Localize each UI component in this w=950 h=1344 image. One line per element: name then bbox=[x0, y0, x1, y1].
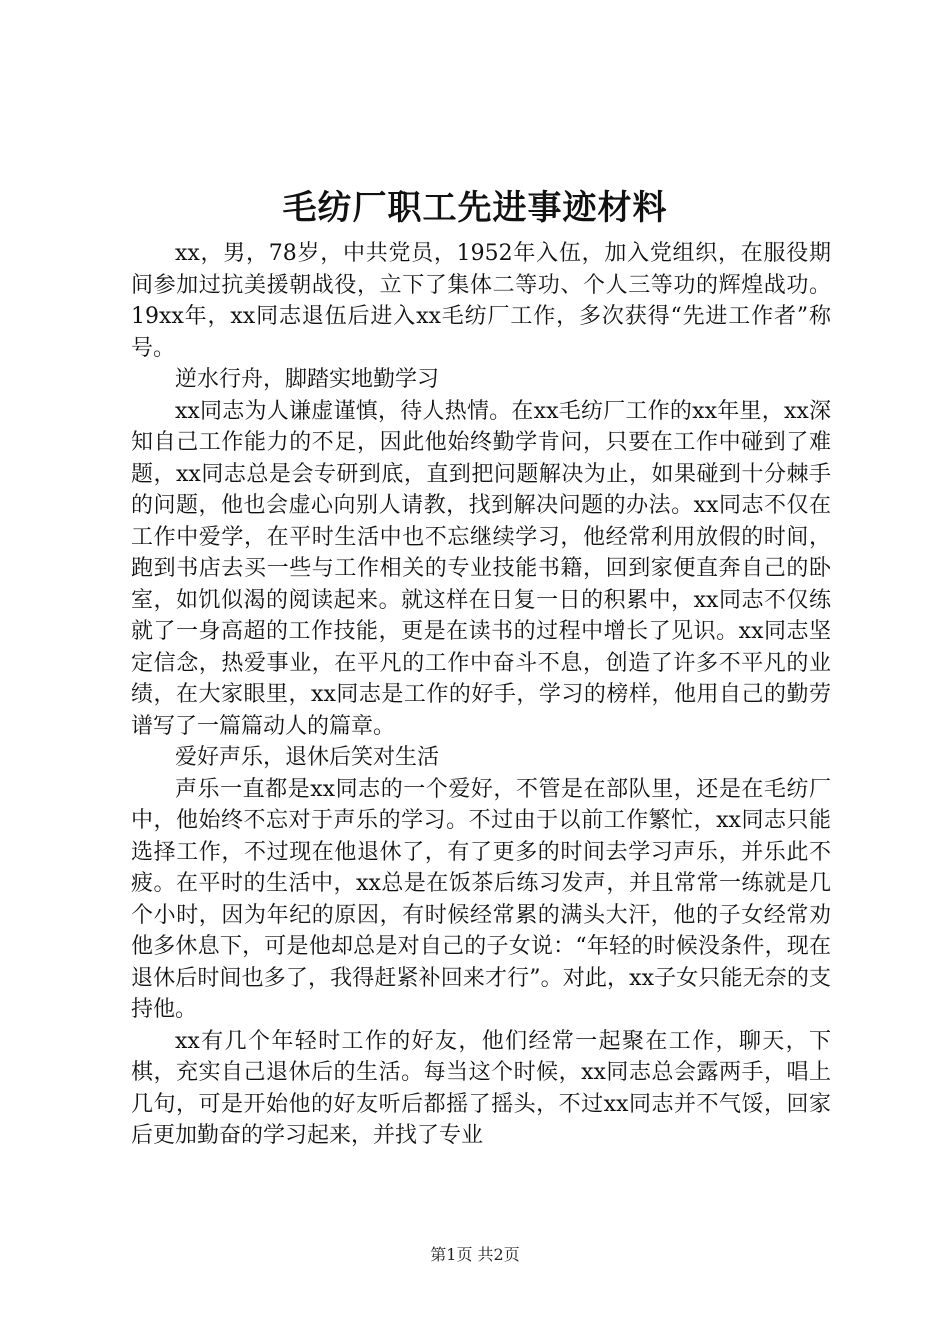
document-title: 毛纺厂职工先进事迹材料 bbox=[282, 188, 668, 228]
section-heading-study: 逆水行舟，脚踏实地勤学习 bbox=[175, 367, 440, 392]
document-body bbox=[131, 238, 831, 1152]
intro-paragraph: xx，男，78岁，中共党员，1952年入伍，加入党组织，在服役期间参加过抗美援朝战役，立下了集体二等功、个人三等功的辉煌战功。19xx年，xx同志退伍后进入xx毛纺厂工作，多次获得“先进工作者”称号。 bbox=[131, 241, 831, 361]
music-paragraph: 声乐一直都是xx同志的一个爱好，不管是在部队里，还是在毛纺厂中，他始终不忘对于声乐的学习。不过由于以前工作繁忙，xx同志只能选择工作，不过现在他退休了，有了更多的时间去学习声乐，并乐此不疲。在平时的生活中，xx总是在饭茶后练习发声，并且常常一练就是几个小时，因为年纪的原因，有时候经常累的满头大汗，他的子女经常劝他多休息下，可是他却总是对自己的子女说：“年轻的时候没条件，现在退休后时间也多了，我得赶紧补回来才行”。对此，xx子女只能无奈的支持他。 bbox=[131, 776, 831, 1022]
page-number-footer: 第1页 共2页 bbox=[430, 1245, 520, 1264]
section-heading-music: 爱好声乐，退休后笑对生活 bbox=[175, 745, 440, 770]
friends-paragraph: xx有几个年轻时工作的好友，他们经常一起聚在工作，聊天，下棋，充实自己退休后的生活。每当这个时候，xx同志总会露两手，唱上几句，可是开始他的好友听后都摇了摇头，不过xx同志并不气馁，回家后更加勤奋的学习起来，并找了专业 bbox=[131, 1028, 831, 1148]
study-paragraph: xx同志为人谦虚谨慎，待人热情。在xx毛纺厂工作的xx年里，xx深知自己工作能力的不足，因此他始终勤学肯问，只要在工作中碰到了难题，xx同志总是会专研到底，直到把问题解决为止，如果碰到十分棘手的问题，他也会虚心向别人请教，找到解决问题的办法。xx同志不仅在工作中爱学，在平时生活中也不忘继续学习，他经常利用放假的时间，跑到书店去买一些与工作相关的专业技能书籍，回到家便直奔自己的卧室，如饥似渴的阅读起来。就这样在日复一日的积累中，xx同志不仅练就了一身高超的工作技能，更是在读书的过程中增长了见识。xx同志坚定信念，热爱事业，在平凡的工作中奋斗不息，创造了许多不平凡的业绩，在大家眼里，xx同志是工作的好手，学习的榜样，他用自己的勤劳谱写了一篇篇动人的篇章。 bbox=[131, 398, 831, 739]
